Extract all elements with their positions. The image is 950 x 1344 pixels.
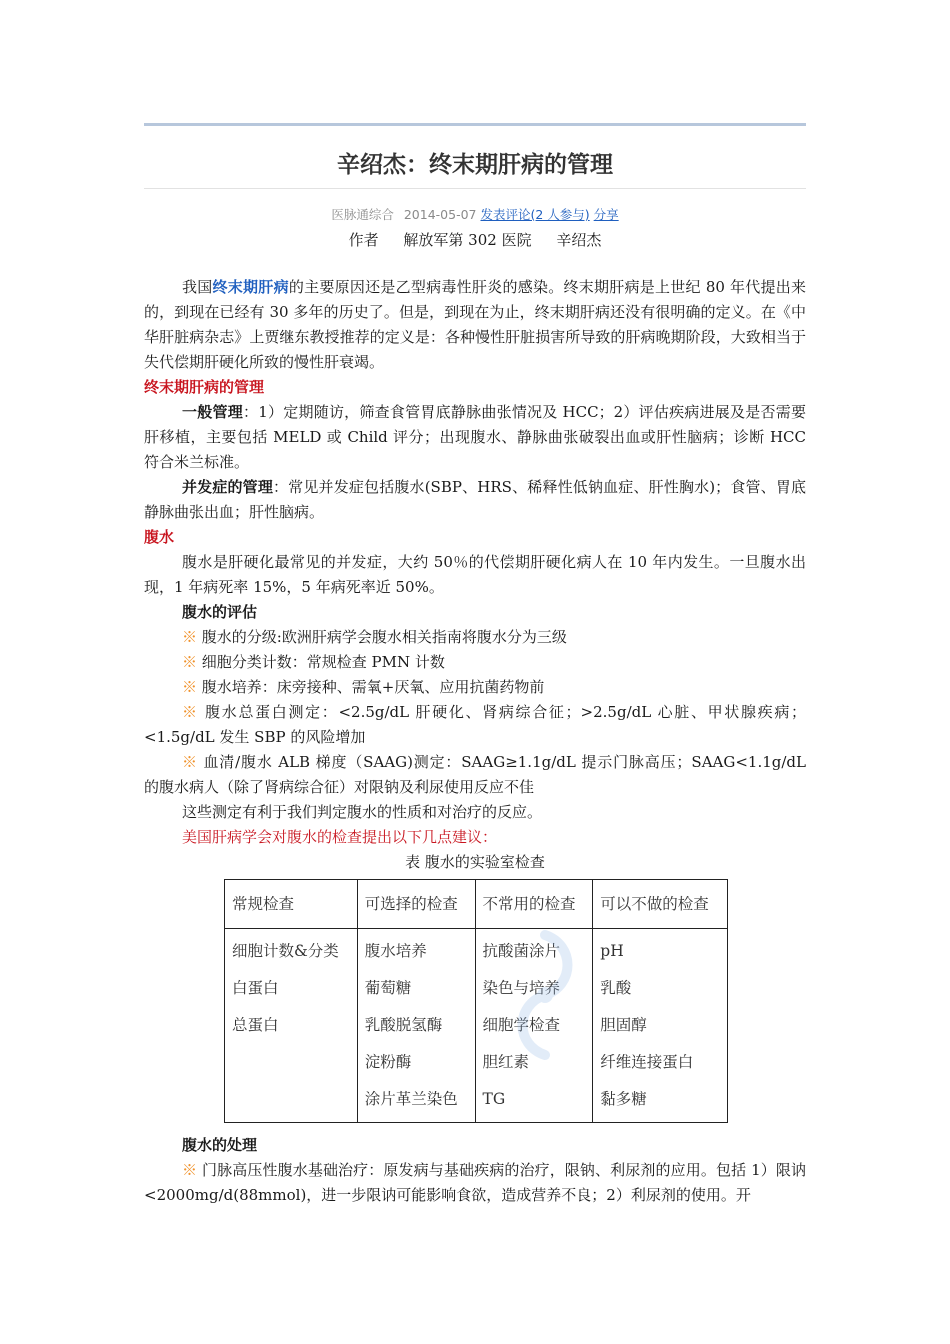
eval-item-text: 腹水培养：床旁接种、需氧+厌氧、应用抗菌药物前 bbox=[197, 678, 545, 696]
eval-item bbox=[144, 675, 806, 700]
table-item: 白蛋白 bbox=[232, 979, 279, 997]
eval-item-text: 细胞分类计数：常规检查 PMN 计数 bbox=[197, 653, 445, 671]
eval-item bbox=[144, 750, 806, 800]
table-item: 胆红素 bbox=[482, 1053, 530, 1071]
meta-source: 医脉通综合 bbox=[331, 207, 394, 222]
meta-date: 2014-05-07 bbox=[403, 207, 477, 222]
table-cell-routine bbox=[225, 929, 358, 1123]
share-link[interactable]: 分享 bbox=[593, 207, 619, 222]
keyword-link[interactable]: 终末期肝病 bbox=[212, 278, 289, 296]
reference-mark-icon: ※ bbox=[182, 1161, 198, 1179]
table-item: TG bbox=[482, 1090, 506, 1108]
general-management-paragraph bbox=[144, 400, 806, 475]
title-divider bbox=[144, 188, 806, 189]
eval-item-text: 腹水的分级:欧洲肝病学会腹水相关指南将腹水分为三级 bbox=[197, 628, 567, 646]
table-item: 细胞学检查 bbox=[482, 1016, 561, 1034]
section-heading-ascites: 腹水 bbox=[144, 528, 175, 546]
table-item: 黏多糖 bbox=[600, 1090, 647, 1108]
table-item: pH bbox=[600, 942, 624, 960]
table-caption: 表 腹水的实验室检查 bbox=[405, 853, 545, 871]
author-org: 解放军第 302 医院 bbox=[403, 231, 532, 249]
watermark-logo-icon bbox=[505, 925, 585, 1065]
complication-paragraph bbox=[144, 475, 806, 525]
article-meta bbox=[144, 205, 806, 223]
table-item: 染色与培养 bbox=[482, 979, 561, 997]
table-item: 淀粉酶 bbox=[364, 1053, 412, 1071]
eval-item bbox=[144, 625, 806, 650]
table-item: 腹水培养 bbox=[364, 942, 427, 960]
eval-item bbox=[144, 700, 806, 750]
ascites-intro-paragraph: 腹水是肝硬化最常见的并发症，大约 50％的代偿期肝硬化病人在 10 年内发生。一旦腹水出现，1 年病死率 15%，5 年病死率近 50%。 bbox=[144, 553, 806, 596]
comment-link[interactable]: 发表评论(2 人参与) bbox=[480, 207, 590, 222]
author-label: 作者 bbox=[348, 231, 379, 249]
table-item: 胆固醇 bbox=[600, 1016, 647, 1034]
table-header-cell: 不常用的检查 bbox=[475, 880, 593, 929]
ascites-treatment-heading: 腹水的处理 bbox=[182, 1136, 258, 1154]
article-body bbox=[144, 275, 806, 1208]
reference-mark-icon: ※ bbox=[182, 753, 198, 771]
general-management-label: 一般管理 bbox=[182, 403, 243, 421]
treatment-text: 门脉高压性腹水基础治疗：原发病与基础疾病的治疗，限钠、利尿剂的应用。包括 1）限讷<2000mg/d(88mmol)，进一步限讷可能影响食欲，造成营养不良；2）利尿剂的使用。开 bbox=[144, 1161, 806, 1204]
table-header-cell: 常规检查 bbox=[225, 880, 358, 929]
table-item: 纤维连接蛋白 bbox=[600, 1053, 694, 1071]
recommendation-line: 美国肝病学会对腹水的检查提出以下几点建议： bbox=[182, 828, 498, 846]
intro-pre: 我国 bbox=[182, 278, 213, 296]
eval-item-text: 腹水总蛋白测定：<2.5g/dL 肝硬化、肾病综合征；>2.5g/dL 心脏、甲状腺疾病；<1.5g/dL 发生 SBP 的风险增加 bbox=[144, 703, 806, 746]
table-item: 抗酸菌涂片 bbox=[482, 942, 561, 960]
table-cell-unnecessary bbox=[593, 929, 728, 1123]
reference-mark-icon: ※ bbox=[182, 703, 199, 721]
reference-mark-icon: ※ bbox=[182, 628, 198, 646]
complication-label: 并发症的管理 bbox=[182, 478, 274, 496]
table-header-cell: 可选择的检查 bbox=[357, 880, 475, 929]
table-item: 细胞计数&分类 bbox=[232, 942, 339, 960]
table-item: 涂片革兰染色 bbox=[364, 1090, 458, 1108]
article-title: 辛绍杰：终末期肝病的管理 bbox=[337, 152, 613, 178]
table-item: 乳酸 bbox=[600, 979, 632, 997]
complication-text: ：常见并发症包括腹水(SBP、HRS、稀释性低钠血症、肝性胸水)；食管、胃底静脉曲张出血；肝性脑病。 bbox=[144, 478, 806, 521]
reference-mark-icon: ※ bbox=[182, 678, 198, 696]
table-item: 葡萄糖 bbox=[364, 979, 412, 997]
intro-paragraph bbox=[144, 275, 806, 375]
eval-item-text: 血清/腹水 ALB 梯度（SAAG)测定：SAAG≥1.1g/dL 提示门脉高压；SAAG<1.1g/dL 的腹水病人（除了肾病综合征）对限钠及利尿使用反应不佳 bbox=[144, 753, 806, 796]
table-header-cell: 可以不做的检查 bbox=[593, 880, 728, 929]
author-name: 辛绍杰 bbox=[556, 231, 602, 249]
intro-post: 的主要原因还是乙型病毒性肝炎的感染。终末期肝病是上世纪 80 年代提出来的，到现在已经有 30 多年的历史了。但是，到现在为止，终末期肝病还没有很明确的定义。在《中华肝脏病杂志》上贾继东教授推荐的定义是：各种慢性肝脏损害所导致的肝病晚期阶段，大致相当于失代偿期肝硬化所致的慢性肝衰竭。 bbox=[144, 278, 806, 371]
eval-summary: 这些测定有利于我们判定腹水的性质和对治疗的反应。 bbox=[182, 803, 543, 821]
eval-item bbox=[144, 650, 806, 675]
table-cell-optional bbox=[357, 929, 475, 1123]
author-line bbox=[144, 229, 806, 250]
reference-mark-icon: ※ bbox=[182, 653, 198, 671]
lab-test-table bbox=[224, 879, 728, 1123]
treatment-paragraph bbox=[144, 1158, 806, 1208]
ascites-eval-heading: 腹水的评估 bbox=[182, 603, 258, 621]
section-heading-management: 终末期肝病的管理 bbox=[144, 378, 265, 396]
general-management-text: ：1）定期随访，筛查食管胃底静脉曲张情况及 HCC；2）评估疾病进展及是否需要肝移植，主要包括 MELD 或 Child 评分；出现腹水、静脉曲张破裂出血或肝性脑病；诊断 HCC 符合米兰标准。 bbox=[144, 403, 806, 471]
table-header-row bbox=[225, 880, 728, 929]
table-item: 总蛋白 bbox=[232, 1016, 279, 1034]
table-row bbox=[225, 929, 728, 1123]
table-item: 乳酸脱氢酶 bbox=[364, 1016, 443, 1034]
top-divider bbox=[144, 123, 806, 126]
